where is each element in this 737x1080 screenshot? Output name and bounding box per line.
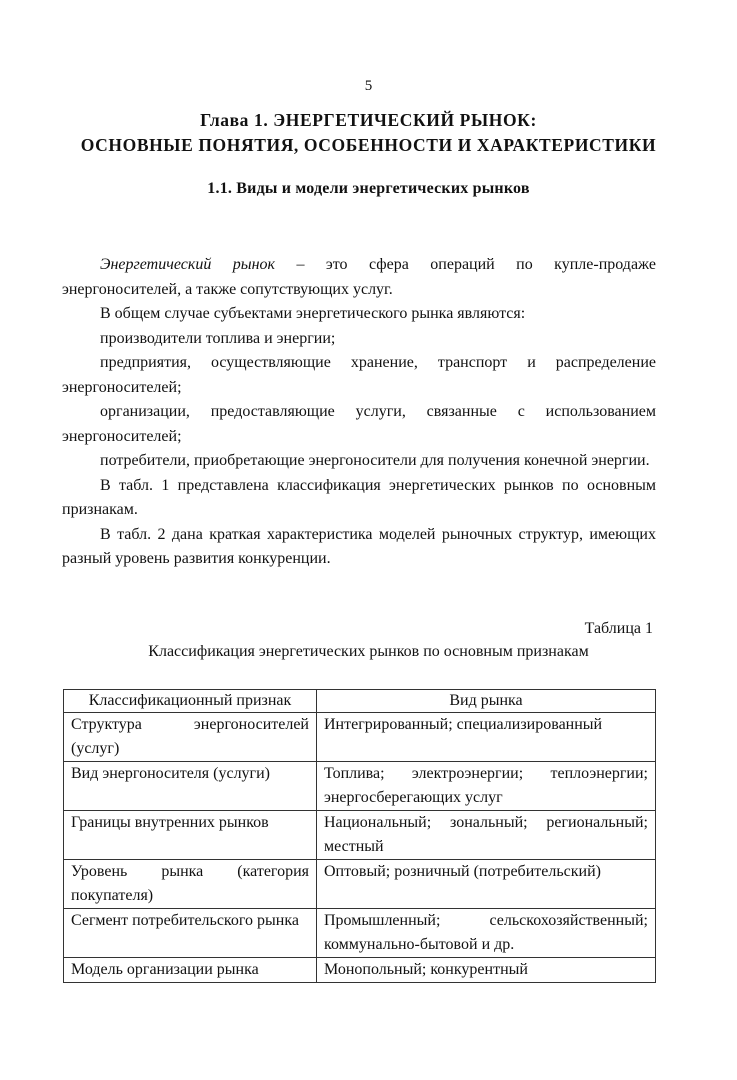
table-cell-attribute: Модель организации рынка [64,958,317,983]
table1-reference: В табл. 1 представлена классификация энергетических рынков по основным признакам. [62,476,656,518]
table-row [64,762,656,811]
table-header-cell: Вид рынка [317,690,656,713]
classification-table [63,689,656,983]
table-caption: Классификация энергетических рынков по основным признакам [148,643,589,660]
table2-reference: В табл. 2 дана краткая характеристика моделей рыночных структур, имеющих разный уровень развития конкуренции. [62,525,656,567]
table-label: Таблица 1 [584,620,653,637]
definition-text: – это сфера операций по купле-продаже энергоносителей, а также сопутствующих услуг. [62,256,656,298]
table-row [64,713,656,762]
table-cell-attribute: Сегмент потребительского рынка [64,909,317,958]
table-row [64,860,656,909]
table-cell-market-type: Топлива; электроэнергии; теплоэнергии; энергосберегающих услуг [317,762,656,811]
body-text [62,253,656,572]
chapter-title-line-1: Глава 1. ЭНЕРГЕТИЧЕСКИЙ РЫНОК: [200,110,537,130]
chapter-title [40,108,697,158]
table-cell-attribute: Вид энергоносителя (услуги) [64,762,317,811]
table-cell-market-type: Оптовый; розничный (потребительский) [317,860,656,909]
table-cell-attribute: Структура энергоносителей (услуг) [64,713,317,762]
table-header-cell: Классификационный признак [64,690,317,713]
subject-item-2: предприятия, осуществляющие хранение, транспорт и распределение энергоносителей; [62,354,656,396]
section-title: 1.1. Виды и модели энергетических рынков [207,180,530,197]
subject-item-1: производители топлива и энергии; [100,329,336,347]
table-row [64,909,656,958]
table-header-row [64,690,656,713]
table-cell-market-type: Интегрированный; специализированный [317,713,656,762]
definition-term: Энергетический рынок [100,256,276,273]
table-cell-market-type: Национальный; зональный; региональный; местный [317,811,656,860]
chapter-title-line-2: ОСНОВНЫЕ ПОНЯТИЯ, ОСОБЕННОСТИ И ХАРАКТЕРИСТИКИ [80,135,657,155]
definition-paragraph [62,253,656,302]
table-row [64,811,656,860]
table-row [64,958,656,983]
subjects-intro: В общем случае субъектами энергетического рынка являются: [100,305,526,322]
page-number: 5 [364,78,373,94]
subject-item-4: потребители, приобретающие энергоносители для получения конечной энергии. [100,452,650,469]
table-cell-market-type: Промышленный; сельскохозяйственный; коммунально-бытовой и др. [317,909,656,958]
table-cell-attribute: Границы внутренних рынков [64,811,317,860]
subject-item-3: организации, предоставляющие услуги, связанные с использованием энергоносителей; [62,403,656,445]
table-cell-attribute: Уровень рынка (категория покупателя) [64,860,317,909]
table-cell-market-type: Монопольный; конкурентный [317,958,656,983]
